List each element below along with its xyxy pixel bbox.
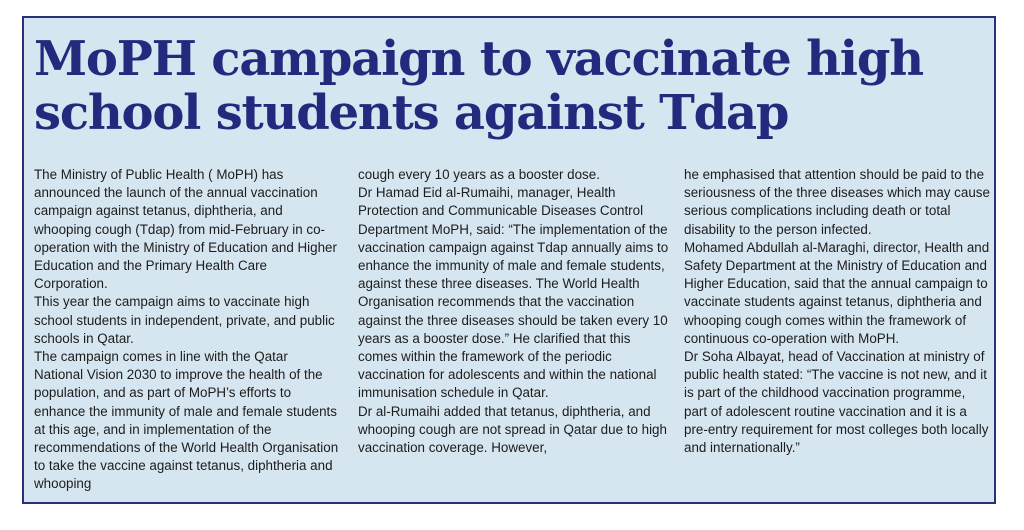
paragraph: The Ministry of Public Health ( MoPH) has announced the launch of the annual vaccination campaign against tetanus, diphtheria, and whooping cough (Tdap) from mid-February in co-operation with the Ministry of Education and Higher Education and the Primary Health Care Corporation. <box>34 167 337 292</box>
paragraph: Dr Hamad Eid al-Rumaihi, manager, Health Protection and Communicable Diseases Control Department MoPH, said: “The implementation of the vaccination campaign against Tdap annually aims to enhance the immunity of male and female students, against these three diseases. The World Health Organisation recommends that the vaccination against the three diseases should be taken every 10 years as a booster dose.” He clarified that this comes within the framework of the periodic vaccination for adolescents and within the national immunisation schedule in Qatar. <box>358 185 669 401</box>
column-1 <box>34 166 339 494</box>
headline: MoPH campaign to vaccinate high school students against Tdap <box>34 31 923 141</box>
paragraph: cough every 10 years as a booster dose. <box>358 167 600 182</box>
paragraph: Dr al-Rumaihi added that tetanus, diphtheria, and whooping cough are not spread in Qatar due to high vaccination coverage. However, <box>358 403 667 456</box>
paragraph: The campaign comes in line with the Qatar National Vision 2030 to improve the health of the population, and as part of MoPH’s efforts to enhance the immunity of male and female students at this age, and in implementation of the recommendations of the World Health Organisation to take the vaccine against tetanus, diphtheria and whooping <box>34 349 339 492</box>
column-2 <box>358 166 670 457</box>
paragraph: Mohamed Abdullah al-Maraghi, director, Health and Safety Department at the Ministry of Education and Higher Education, said that the annual campaign to vaccinate students against tetanus, diphtheria and whooping cough comes within the framework of continuous co-operation with MoPH. <box>684 239 990 346</box>
paragraph: This year the campaign aims to vaccinate high school students in independent, private, and public schools in Qatar. <box>34 294 335 346</box>
paragraph: Dr Soha Albayat, head of Vaccination at ministry of public health stated: “The vaccine is not new, and it is part of the childhood vaccination programme, part of adolescent routine vaccination and it is a pre-entry requirement for most colleges both locally and internationally.” <box>684 349 989 456</box>
article-box <box>22 16 996 504</box>
column-3 <box>684 166 990 457</box>
paragraph: he emphasised that attention should be paid to the seriousness of the three diseases which may cause serious complications including death or total disability to the person infected. <box>684 167 990 237</box>
